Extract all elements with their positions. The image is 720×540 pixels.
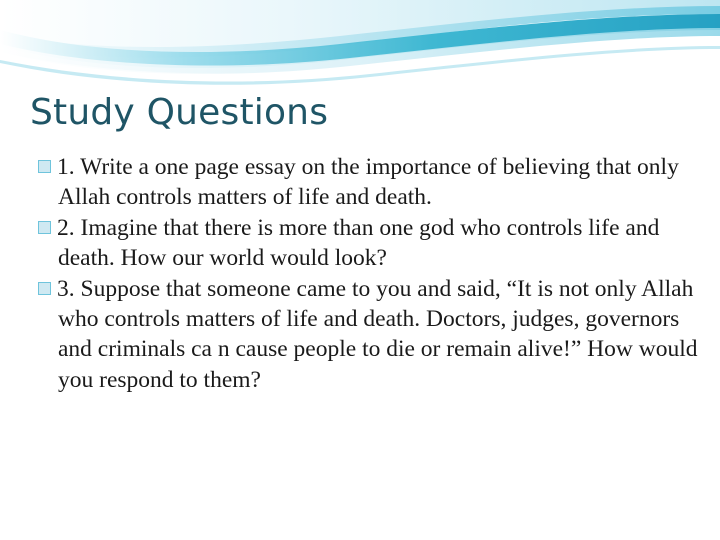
banner-swoosh-graphic — [0, 0, 720, 86]
bullet-square-icon — [38, 282, 51, 295]
bullet-square-icon — [38, 160, 51, 173]
list-item-text: 3. Suppose that someone came to you and said, “It is not only Allah who controls matters of life and death. Doctors, judges, governors and criminals ca n cause people to die or remain alive!” How would you respond to them? — [57, 276, 698, 393]
bullet-square-icon — [38, 221, 51, 234]
list-item — [38, 152, 698, 212]
list-item-text: 2. Imagine that there is more than one god who controls life and death. How our world would look? — [57, 215, 660, 272]
list-item — [38, 213, 698, 273]
content-body — [38, 152, 698, 396]
decorative-banner — [0, 0, 720, 86]
list-item — [38, 274, 698, 394]
list-item-text: 1. Write a one page essay on the importance of believing that only Allah controls matters of life and death. — [57, 154, 679, 211]
page-title: Study Questions — [30, 92, 329, 133]
